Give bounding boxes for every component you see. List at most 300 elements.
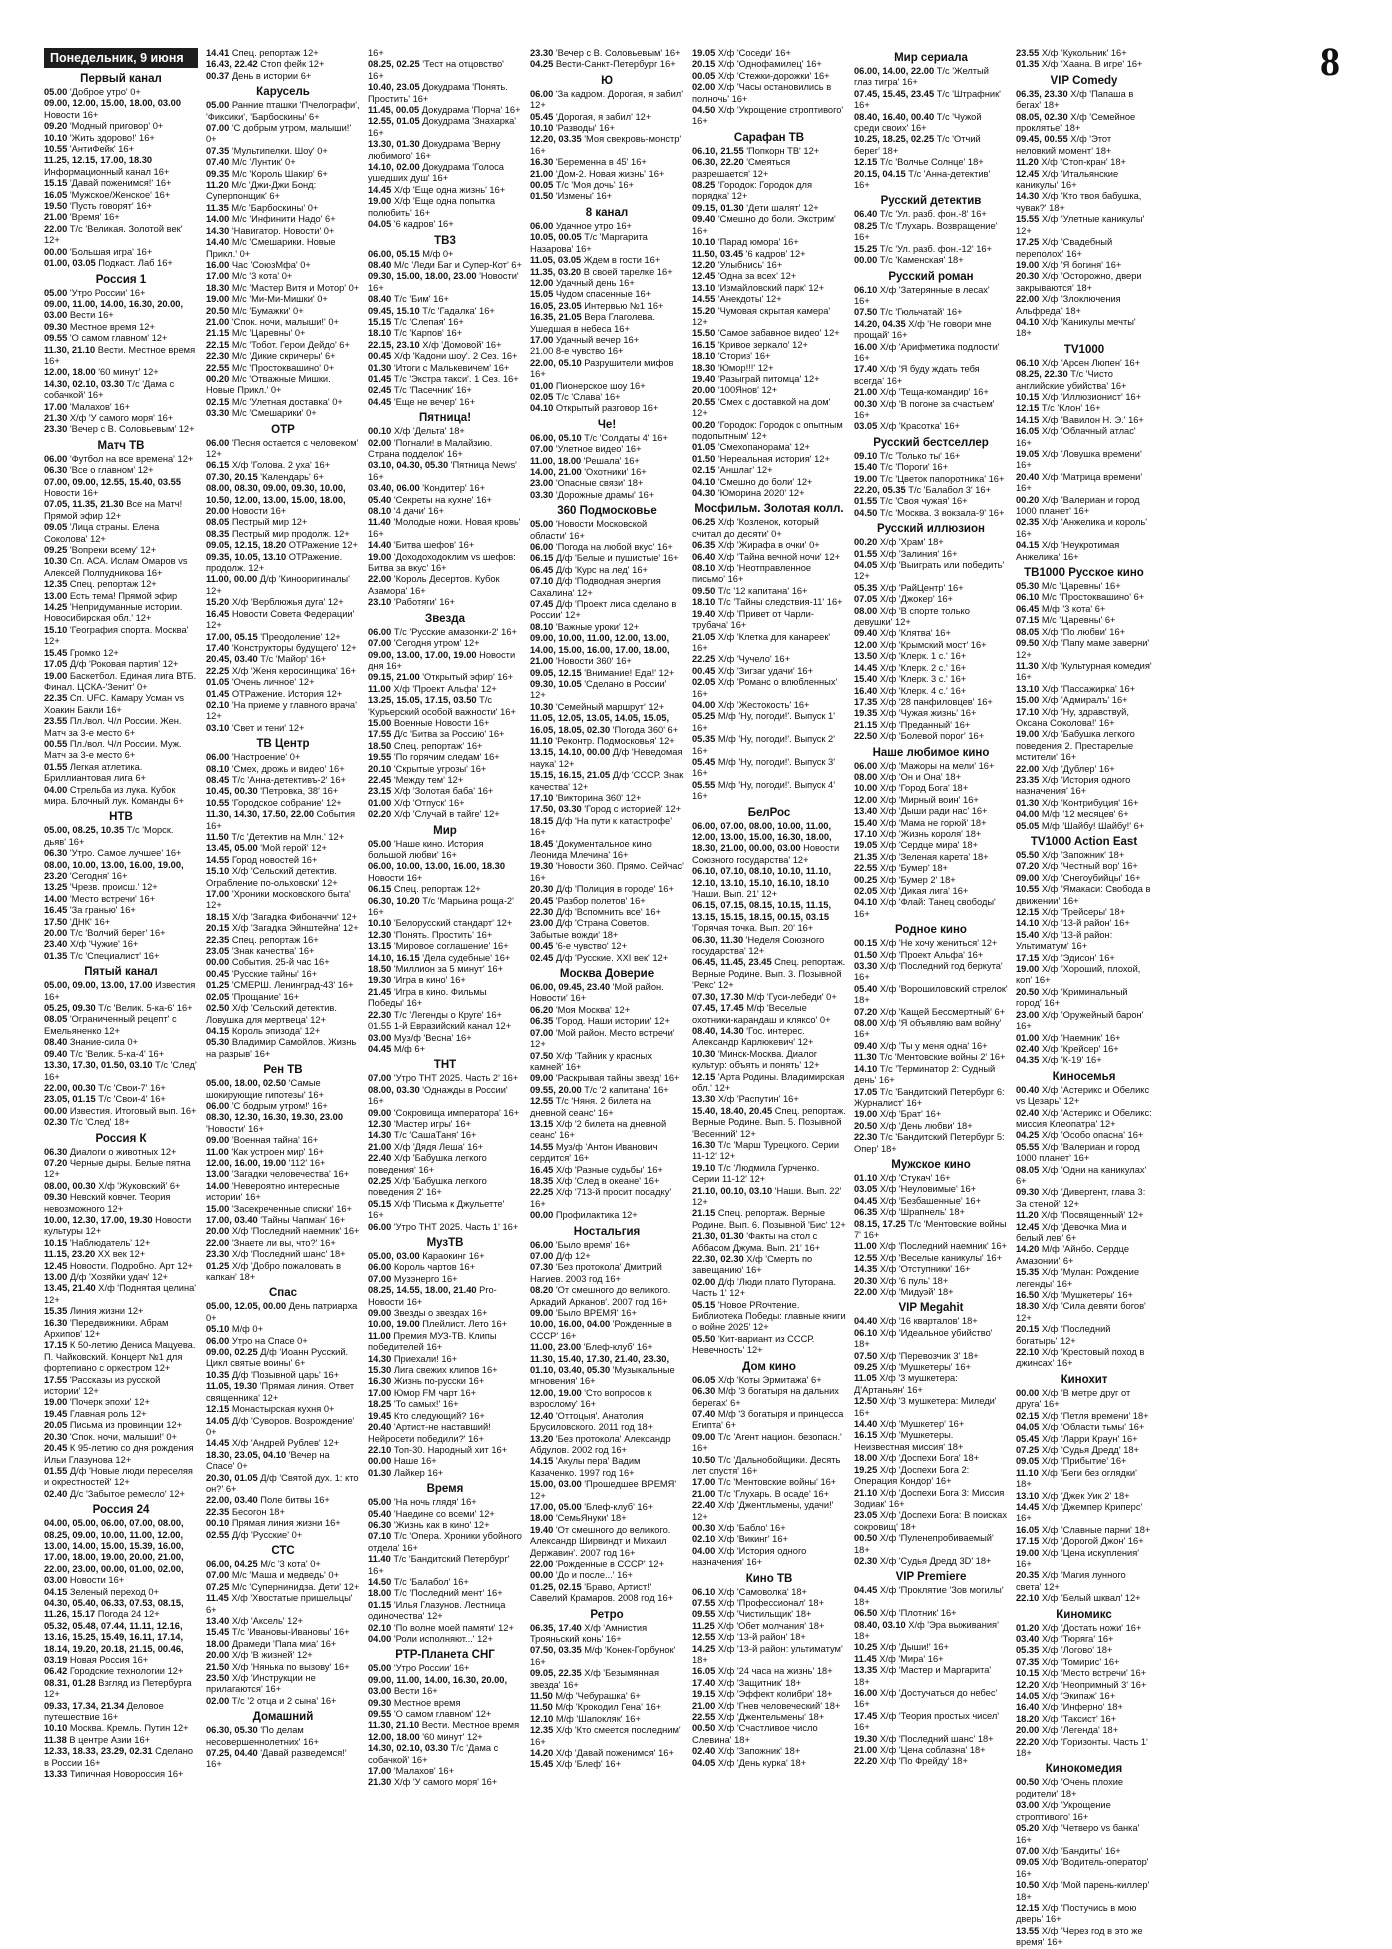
channel-block [206,737,360,1060]
channel-block [368,48,522,231]
program-entry: 12.15 Т/с 'Волчье Солнце' 18+ [854,157,984,168]
program-entry: 06.00 'Утро ТНТ 2025. Часть 1' 16+ [368,1221,519,1232]
program-entry: 03.00 Х/ф 'Укрощение строптивого' 16+ [1016,1800,1111,1822]
program-entry: 02.30 Х/ф 'Судья Дредд 3D' 18+ [854,1555,992,1566]
program-entry: 04.45 Х/ф 'Безбашенные' 16+ [854,1195,982,1206]
program-entry: 02.40 Х/ф 'Запожник' 18+ [692,1746,801,1757]
program-entry: 07.10 Д/ф 'Подводная энергия Сахалина' 12+ [530,576,661,598]
channel-block [1016,835,1152,1067]
program-entry: 04.05 Х/ф 'Выиграть или победить' 12+ [854,560,1005,582]
program-entry: 21.10 Х/ф 'Доспехи Бога 3: Миссия Зодиак' 16+ [854,1487,1005,1509]
program-entry: 06.00, 10.00, 13.00, 16.00, 18.30 Новости 16+ [368,861,505,883]
program-entry: 01.15 'Илья Глазунов. Лестница одиночества' 12+ [368,1599,506,1622]
program-entry: 19.50 'Пусть говорят' 16+ [44,201,153,212]
program-entry: 09.45, 00.55 Х/ф 'Этот неловкий момент' 18+ [1016,134,1112,156]
channel-title: СТС [271,1544,295,1557]
program-entry: 05.00, 08.25, 10.35 Т/с 'Морск. дьяв' 16+ [44,825,174,847]
program-entry: 08.00, 10.00, 13.00, 16.00, 19.00, 23.20 'Сегодня' 16+ [44,859,184,881]
program-entry: 10.25, 18.25, 02.25 Т/с 'Отчий берег' 18+ [854,134,981,156]
program-entry: 07.20 Х/ф 'Кащей Бессмертный' 6+ [854,1006,1006,1017]
program-entry: 08.05 'Ограниченный рецепт' с Емельяненко 12+ [44,1014,177,1036]
listing-column [530,48,684,1908]
program-entry: 11.30, 21.10 Вести. Местное время [368,1720,520,1731]
program-entry: 05.00, 18.00, 02.50 'Самые шокирующие гипотезы' 16+ [206,1078,324,1100]
program-entry: 05.00 'Утро России' 16+ [44,287,146,298]
program-entry: 09.30 Х/ф 'Дивергент, глава 3: За стеной' 12+ [1016,1187,1146,1209]
program-entry: 12.35 Спец. репортаж 12+ [44,579,157,590]
program-entry: 09.35, 10.05, 13.10 ОТРажение. продолж. 12+ [206,551,343,574]
program-entry: 00.10 Прямая линия жизни 16+ [206,1518,341,1529]
program-entry: 12.15 Монастырская кухня 0+ [206,1404,335,1415]
program-entry: 00.30 Х/ф 'Бабло' 16+ [692,1522,786,1533]
program-entry: 00.00 Профилактика 12+ [530,1210,638,1221]
program-entry: 23.05 'Знак качества' 16+ [206,946,315,957]
program-entry: 00.45 '6-е чувство' 12+ [530,941,628,952]
channel-block [530,48,684,71]
program-entry: 19.00 Х/ф 'Бабушка легкого поведения 2. Престарелые мстители' 16+ [1016,729,1135,763]
program-entry: 22.00, 00.30 Т/с 'Свои-7' 16+ [44,1082,166,1093]
program-entry: 11.50 Т/с 'Детектив на Млн.' 12+ [206,832,345,842]
program-entry: 04.00 Стрельба из лука. Кубок мира. Блочный лук. Команды 6+ [44,784,184,806]
program-entry: 11.38 В центре Азии 16+ [44,1734,151,1745]
program-entry: 08.25, 02.25 'Тест на отцовство' 16+ [368,59,504,81]
program-entry: 07.25, 04.40 'Давай разведемся!' 16+ [206,1748,347,1770]
channel-title: Киносемья [1052,1070,1116,1083]
program-entry: 04.45 'Еще не вечер' 16+ [368,396,476,407]
program-entry: 09.00, 13.00, 17.00, 19.00 Новости дня 16+ [368,649,516,671]
program-entry: 06.30 'Утро. Самое лучшее' 16+ [44,848,182,859]
program-entry: 22.00, 05.10 Разрушители мифов 16+ [530,357,674,380]
program-entry: 20.50 Х/ф 'День любви' 18+ [854,1120,973,1131]
program-entry: 17.05 Т/с 'Бандитский Петербург 6: Журналист' 16+ [854,1086,1005,1108]
program-entry: 16.30 'Беременна в 45' 16+ [530,157,647,168]
program-entry: 15.50 'Самое забавное видео' 12+ [692,328,840,339]
program-entry: 12.00 Х/ф 'Крымский мост' 16+ [854,639,987,650]
program-entry: 05.00, 12.05, 00.00 День патриарха 0+ [206,1301,358,1323]
program-entry: 14.30 Х/ф 'Кто твоя бабушка, чувак?' 18+ [1016,191,1142,213]
channel-block [206,1286,360,1541]
program-entry: 02.20 Х/ф 'Случай в тайге' 12+ [368,809,500,820]
program-entry: 08.05 Пестрый мир 12+ [206,517,308,528]
channel-title: Россия 1 [95,273,147,286]
program-entry: 10.10 'Жить здорово!' 16+ [44,132,155,143]
program-entry: 14.30 'Навигатор. Новости' 0+ [206,225,335,236]
program-entry: 07.00 'С добрым утром, малыши!' 0+ [206,123,352,145]
program-entry: 04.15 Х/ф 'Неукротимая Анжелика' 16+ [1016,540,1120,562]
program-entry: 19.40 'От смешного до великого. Александр Ширвиндт и Михаил Державин'. 2007 год 16+ [530,1524,671,1558]
program-entry: 14.10 Х/ф '13-й район' 16+ [1016,918,1130,929]
program-entry: 11.10 'Реконтр. Подмосковья' 12+ [530,735,675,746]
channel-block [854,746,1008,921]
channel-title: VIP Comedy [1050,74,1118,87]
program-entry: 11.45 Х/ф 'Хвостатые пришельцы' 6+ [206,1593,353,1615]
channel-block [854,194,1008,266]
program-entry: 00.20 Х/ф 'Валериан и город 1000 планет' 16+ [1016,494,1140,517]
program-entry: 17.00, 05.15 'Преодоление' 12+ [206,631,341,642]
program-entry: 22.00 Т/с 'Великая. Золотой век' 12+ [44,223,183,246]
program-entry: 04.25 Х/ф 'Особо опасна' 16+ [1016,1130,1144,1141]
program-entry: 22.55 Х/ф 'Джентельмены' 18+ [692,1712,825,1723]
program-entry: 08.25 'Городок: Городок для порядка' 12+ [692,180,813,202]
program-entry: 08.31, 01.28 Взгляд из Петербурга 12+ [44,1677,192,1700]
program-entry: 10.00, 16.00, 04.00 'Рожденные в СССР' 16+ [530,1319,672,1341]
channel-title: Мир [433,824,457,837]
program-entry: 17.40 Х/ф 'Защитник' 18+ [692,1677,802,1688]
program-entry: 06.10 М/с 'Простоквашино' 6+ [1016,592,1145,603]
channel-title: Спас [268,1287,298,1300]
channel-block [206,423,360,735]
program-entry: 22.30 Д/ф 'Вспомнить все' 16+ [530,907,661,918]
program-entry: 03.00 Муз/ф 'Весна' 16+ [368,1032,472,1043]
program-entry: 16.45 Новости Совета Федерации' 12+ [206,608,355,631]
program-entry: 05.45 'Дорогая, я забил' 12+ [530,111,652,122]
channel-title: TV1000 [1063,343,1105,356]
program-entry: 12.30 'Мастер игры' 16+ [368,1118,471,1129]
program-entry: 02.15 'Аншлаг' 12+ [692,465,773,476]
program-entry: 19.40 'Разыграй питомца' 12+ [692,373,820,384]
channel-title: Русский детектив [880,195,982,208]
program-entry: 06.00 'Погода на любой вкус' 16+ [530,542,673,553]
program-entry: 02.00 'Погнали! в Малайзию. Страна подделок' 16+ [368,437,493,459]
program-entry: 07.15 М/с 'Царевны' 6+ [1016,615,1116,626]
program-entry: 17.55 Д/с 'Битва за Россию' 16+ [368,729,505,740]
program-entry: 02.45 Д/ф 'Русские. XXI век' 12+ [530,952,669,963]
program-entry: 02.10 Х/ф 'Викинг' 16+ [692,1534,788,1545]
program-entry: 06.00 'Настроение' 0+ [206,752,301,763]
channel-block [1016,1373,1152,1605]
channel-block [530,1608,684,1771]
channel-block [530,1225,684,1605]
channel-block [44,1503,198,1780]
program-entry: 19.30 'Новости 360. Прямо. Сейчас' 16+ [530,861,684,883]
program-entry: 00.50 Х/ф 'Пуленепробиваемый' 18+ [854,1533,994,1555]
program-entry: 02.00 Т/с '2 отца и 2 сына' 16+ [206,1695,337,1706]
program-entry: 06.15 Д/ф 'Белые и пушистые' 16+ [530,553,679,564]
program-entry: 18.35 Х/ф 'След в океане' 16+ [530,1175,660,1186]
program-entry: 22.55 М/с 'Простоквашино' 0+ [206,362,335,373]
program-entry: 09.25 Х/ф 'Мушкетеры' 16+ [854,1362,971,1373]
program-entry: 03.05 Х/ф 'Красотка' 16+ [854,421,960,432]
program-entry: 07.50 Х/ф 'Тайник у красных камней' 16+ [530,1050,652,1072]
program-entry: 11.50, 03.45 '6 кадров' 12+ [692,248,806,259]
program-entry: 14.55 Муз/ф 'Антон Иванович сердится' 16+ [530,1141,658,1164]
program-entry: 22.30 Т/с 'Бандитский Петербург 5: Опер' 18+ [854,1132,1005,1154]
program-entry: 19.05 Х/ф 'Сердце мира' 18+ [854,840,978,851]
channel-block [692,48,846,128]
program-entry: 06.45, 11.45, 23.45 Спец. репортаж. Верные Родине. Вып. 3. Позывной 'Рекс' 12+ [692,957,846,991]
program-entry: 14.40 Х/ф 'Мушкетер' 16+ [854,1419,965,1430]
program-entry: 05.35 Х/ф 'Логово' 18+ [1016,1645,1113,1656]
program-entry: 01.25, 02.15 'Браво, Артист!' Савелий Крамаров. 2008 год 16+ [530,1581,674,1604]
channel-title: Русский иллюзион [877,523,985,536]
program-entry: 04.25 Вести-Санкт-Петербург 16+ [530,59,676,70]
channel-block [206,1063,360,1283]
program-entry: 20.40 Х/ф 'Матрица времени' 16+ [1016,471,1143,494]
program-entry: 20.15 Х/ф 'Загадка Эйнштейна' 12+ [206,923,359,934]
program-entry: 07.45, 17.45 М/ф 'Веселые охотники-карандаш и кляксо' 0+ [692,1003,831,1025]
program-entry: 06.35 Х/ф 'Шрапнель' 18+ [854,1207,965,1218]
program-entry: 01.55 Т/с 'Своя чужая' 16+ [854,496,968,507]
program-entry: 15.45 Т/с 'Ивановы-Ивановы' 16+ [206,1627,350,1638]
program-entry: 05.40 Х/ф 'Ворошиловский стрелок' 18+ [854,983,1008,1006]
program-entry: 23.00 Д/ф 'Страна Советов. Забытые вожди' 18+ [530,918,650,940]
program-entry: 12.45 Х/ф 'Девочка Миа и белый лев' 6+ [1016,1221,1127,1243]
program-entry: 17.15 Х/ф 'Дорогой Джон' 16+ [1016,1536,1144,1547]
program-entry: 05.00 'Новости Московской области' 16+ [530,519,648,541]
program-entry: 08.40, 14.30 'Гос. интерес. Александр Карлюкевич' 12+ [692,1025,814,1048]
program-entry: 06.15 Х/ф 'Голова. 2 уха' 16+ [206,460,331,471]
program-entry: 12.30 'Понять. Простить' 16+ [368,929,493,940]
program-entry: 05.10 М/ф 0+ [206,1324,264,1335]
program-entry: 15.35 Линия жизни 12+ [44,1306,144,1317]
channel-block [206,1544,360,1707]
program-entry: 11.30 Х/ф 'Культурная комедия' 16+ [1016,660,1152,683]
program-entry: 18.00 Драмеди 'Папа миа' 16+ [206,1638,337,1649]
program-entry: 13.55 Х/ф 'Через год в это же время' 16+ [1016,1925,1143,1948]
program-entry: 00.05 Т/с 'Моя дочь' 16+ [530,180,634,191]
program-entry: 04.05 Х/ф 'Области тьмы' 16+ [1016,1422,1145,1433]
program-entry: 12.55 Х/ф 'Веселые каникулы' 16+ [854,1252,1003,1263]
program-entry: 02.05 Т/с 'Слава' 16+ [530,391,621,402]
program-entry: 21.00 Х/ф 'Дядя Леша' 16+ [368,1141,484,1152]
program-entry: 09.05, 12.15 'Внимание! Еда!' 12+ [530,667,675,678]
program-entry: 19.05 Х/ф 'Соседи' 16+ [692,48,791,58]
program-entry: 19.00 Т/с 'Цветок папоротника' 16+ [854,473,1005,484]
program-entry: 00.05 Х/ф 'Стежки-дорожки' 16+ [692,70,830,81]
program-entry: 11.45, 00.05 Докудрама 'Порча' 16+ [368,105,521,116]
program-entry: 22.30 М/с 'Дикие скричеры' 6+ [206,351,336,362]
program-entry: 14.00 'Место встречи' 16+ [44,893,156,904]
program-entry: 10.10 Москва. Кремль. Путин 12+ [44,1723,189,1734]
program-entry: 13.40 Х/ф 'Дыши ради нас' 16+ [854,806,988,817]
program-entry: 06.00 Утро на Спасе 0+ [206,1335,308,1346]
program-entry: 17.10 Х/ф 'Жизнь короля' 18+ [854,828,982,839]
program-entry: 22.10 Х/ф 'Крестовый поход в джинсах' 16+ [1016,1347,1145,1369]
program-entry: 07.00 'Мой район. Место встречи' 12+ [530,1027,675,1050]
program-entry: 15.55 Х/ф 'Улетные каникулы' 12+ [1016,214,1145,236]
program-entry: 17.00 'Малахов' 16+ [368,1766,455,1777]
program-entry: 07.30 'Без протокола' Дмитрий Нагиев. 2003 год 16+ [530,1262,662,1284]
program-entry: 01.55 Легкая атлетика. Бриллиантовая лига 6+ [44,761,146,784]
channel-title: Рен ТВ [263,1064,303,1077]
day-banner: Понедельник, 9 июня [44,48,198,68]
program-entry: 05.20 Х/ф 'Четверо vs банка' 16+ [1016,1823,1140,1845]
program-entry: 06.30 Диалоги о животных 12+ [44,1146,177,1157]
program-entry: 16.40 Х/ф 'Инферно' 18+ [1016,1702,1123,1713]
program-entry: 21.15 Спец. репортаж. Верные Родине. Вып. 6. Позывной 'Бис' 12+ [692,1208,846,1230]
program-entry: 10.10 'Белорусский стандарт' 12+ [368,918,513,929]
channel-title: Россия 24 [92,1504,150,1517]
program-entry: 16.15 'Кривое зеркало' 12+ [692,339,808,350]
program-entry: 13.25 'Чрезв. происш.' 12+ [44,882,158,893]
program-entry: 11.35 М/с 'Барбоскины' 0+ [206,202,319,213]
program-entry: 16.30 Т/с 'Марш Турецкого. Серии 11-12' 12+ [692,1139,840,1162]
program-entry: 02.15 М/с 'Улетная доставка' 0+ [206,396,343,407]
program-entry: 23.55 Х/ф 'Кукольник' 16+ [1016,48,1127,58]
channel-title: Мосфильм. Золотая колл. [694,503,844,516]
program-entry: 13.33 Типичная Новороссия 16+ [44,1769,184,1780]
program-entry: 09.00, 11.00, 14.00, 16.30, 20.00, 03.00 Вести 16+ [44,298,184,321]
program-entry: 07.45, 15.45, 23.45 Т/с 'Штрафник' 16+ [854,88,1001,111]
program-entry: 05.25, 09.30 Т/с 'Велик. 5-ка-6' 16+ [44,1003,193,1014]
channel-block [44,1132,198,1501]
program-entry: 15.35 Х/ф 'Мулан: Рождение легенды' 16+ [1016,1267,1139,1289]
channel-title: ТВ1000 Русское кино [1024,567,1144,580]
program-entry: 01.35 Т/с 'Специалист' 16+ [44,950,160,961]
program-entry: 09.05, 12.15, 18.20 ОТРажение 12+ [206,540,358,551]
tv-listing-page [44,39,1340,1948]
program-entry: 00.50 Х/ф 'Очень плохие родители' 18+ [1016,1777,1124,1799]
program-entry: 05.15 Х/ф 'Письма к Джульетте' 16+ [368,1198,505,1221]
program-entry: 11.05, 12.05, 13.05, 14.05, 15.05, 16.05, 18.05, 02.30 'Погода 360' 6+ [530,713,679,735]
program-entry: 16.30 Жизнь по-русски 16+ [368,1376,485,1387]
program-entry: 09.00, 12.00, 15.00, 18.00, 03.00 Новости 16+ [44,98,181,120]
program-entry: 07.05 Х/ф 'Джокер' 16+ [854,594,953,605]
program-entry: 06.25 Х/ф 'Козленок, который считал до десяти' 0+ [692,517,819,539]
program-entry: 04.10 Х/ф 'Каникулы мечты' 18+ [1016,316,1136,339]
program-entry: 22.50 Х/ф 'Болевой порог' 16+ [854,731,985,742]
program-entry: 06.40 Х/ф 'Тайна вечной ночи' 12+ [692,551,841,562]
program-entry: 21.30, 01.30 'Факты на стол с Аббасом Джума. Вып. 21' 16+ [692,1231,821,1253]
program-entry: 16.05 Х/ф 'Славные парни' 18+ [1016,1524,1151,1535]
program-entry: 07.55 Х/ф 'Профессионал' 18+ [692,1598,825,1608]
program-entry: 02.00 Х/ф 'Часы остановились в полночь' 16+ [692,82,832,104]
program-entry: 14.40 'Битва шефов' 16+ [368,540,475,551]
program-entry: 21.00 'Спок. ночи, малыши!' 0+ [206,316,339,327]
program-entry: 22.30 Т/с 'Легенды о Круге' 16+ [368,1009,502,1020]
program-entry: 06.00 Х/ф 'Мажоры на мели' 16+ [854,760,995,771]
channel-title: Россия К [95,1132,147,1145]
listing-columns [44,48,1340,1948]
program-entry: 11.25, 12.15, 17.00, 18.30 Информационный канал 16+ [44,155,170,177]
channel-block [368,1482,522,1645]
channel-block [1016,566,1152,832]
program-entry: 15.45 Х/ф 'Блеф' 16+ [530,1759,622,1770]
program-entry: 11.05 Х/ф '3 мушкетера: Д'Артаньян' 16+ [854,1373,958,1395]
program-entry: 07.25 Х/ф 'Судья Дредд' 18+ [1016,1444,1139,1455]
program-entry: 05.55 Х/ф 'Валериан и город 1000 планет' 16+ [1016,1141,1140,1164]
program-entry: 02.40 Х/ф 'Крейсер' 16+ [1016,1043,1119,1054]
program-entry: 09.00 'Военная тайна' 16+ [206,1135,319,1146]
program-entry: 09.55, 20.00 Т/с '2 капитана' 16+ [530,1084,669,1095]
program-entry: 00.45 Х/ф 'Зигзаг удачи' 16+ [692,665,814,676]
program-entry: 12.00, 18.00 '60 минут' 12+ [44,367,159,378]
program-entry: 01.00 Х/ф 'Наемник' 16+ [1016,1032,1121,1043]
channel-title: РТР-Планета СНГ [395,1649,495,1662]
program-entry: 23.00 Х/ф 'Оружейный барон' 16+ [1016,1009,1144,1032]
program-entry: 16.40 Х/ф 'Клерк. 4 с.' 16+ [854,685,967,696]
program-entry: 11.00 Премия МУЗ-ТВ. Клипы победителей 16+ [368,1330,497,1353]
program-entry: 01.50 'Измены' 16+ [530,191,613,202]
program-entry: 18.30, 23.05, 04.10 'Вечер на Спасе' 0+ [206,1449,330,1472]
program-entry: 23.10 'Работяги' 16+ [368,597,455,608]
channel-block [530,418,684,501]
program-entry: 12.15 'Арта Родины. Владимирская обл.' 12+ [692,1071,845,1093]
program-entry: 04.50 Т/с 'Москва. 3 вокзала-9' 16+ [854,507,1005,518]
program-entry: 01.50 'Нереальная история' 12+ [692,453,830,464]
program-entry: 11.00, 00.00 Д/ф 'Кинооригиналы' 12+ [206,574,350,596]
program-entry: 14.20, 04.35 Х/ф 'Не говори мне прощай' 16+ [854,318,992,341]
program-entry: 05.00 'На ночь глядя' 16+ [368,1497,477,1508]
program-entry: 07.00 Музэнерго 16+ [368,1273,458,1284]
program-entry: 09.00 Х/ф 'Снегоубийцы' 16+ [1016,872,1141,883]
program-entry: 14.30, 02.10, 03.30 Т/с 'Дама с собачкой' 16+ [44,378,175,401]
program-entry: 12.00, 18.00 '60 минут' 12+ [368,1731,483,1742]
program-entry: 07.35 Х/ф 'Томирис' 16+ [1016,1656,1120,1667]
channel-title: Русский роман [888,270,974,283]
program-entry: 09.45, 15.10 Т/с 'Гадалка' 16+ [368,305,495,316]
program-entry: 06.35, 17.40 Х/ф 'Амнистия Трояньский конь' 16+ [530,1622,648,1644]
program-entry: 17.50, 03.30 'Город с историей' 12+ [530,804,682,815]
program-entry: 19.00 Х/ф 'Брат' 16+ [854,1109,942,1120]
program-entry: 08.20 'От смешного до великого. Аркадий Арканов'. 2007 год 16+ [530,1285,671,1307]
program-entry: 14.20 Х/ф 'Давай поженимся' 16+ [530,1748,674,1759]
program-entry: 04.05 '6 кадров' 16+ [368,219,454,230]
program-entry: 06.30 М/ф '3 богатыря на дальних берегах' 6+ [692,1386,839,1408]
program-entry: 11.00, 18.00 'Решала' 16+ [530,455,640,466]
program-entry: 05.00 'Наше кино. История большой любви' 16+ [368,838,484,860]
program-entry: 04.10 'Смешно до боли' 12+ [692,476,813,487]
program-entry: 14.10 Т/с 'Терминатор 2: Судный день' 16+ [854,1063,996,1086]
channel-title: Мужское кино [891,1158,971,1171]
program-entry: 22.20, 05.35 Т/с 'Балабол 3' 16+ [854,485,992,495]
program-entry: 09.30, 10.05 'Сделано в России' 12+ [530,678,667,701]
program-entry: 08.00, 03.30 'Однажды в России' 16+ [368,1084,508,1107]
channel-title: Пятница! [418,412,472,425]
program-entry: 12.35 Х/ф 'Кто смеется последним' 16+ [530,1725,681,1747]
program-entry: 01.55 1-й Евразийский канал 12+ [368,1021,512,1032]
program-entry: 19.30 Х/ф 'Последний шанс' 18+ [854,1733,994,1744]
program-entry: 19.00 Баскетбол. Единая лига ВТБ. Финал. ЦСКА-'Зенит' 0+ [44,670,197,692]
program-entry: 00.00 Известия. Итоговый вып. 16+ [44,1105,197,1116]
program-entry: 11.40 Т/с 'Бандитский Петербург' 16+ [368,1554,510,1576]
program-entry: 01.00 Х/ф 'Отпуск' 16+ [368,797,465,808]
program-entry: 22.00 'Знаете ли вы, что?' 16+ [206,1237,336,1248]
program-entry: 20.40 'Артист-не наставший! Нейросети победили?' 16+ [368,1422,491,1444]
channel-block [530,74,684,203]
program-entry: 15.00 Военные Новости 16+ [368,717,490,728]
program-entry: 15.25 Т/с 'Ул. разб. фон.-12' 16+ [854,243,992,254]
program-entry: 10.25 Х/ф 'Дыши!' 16+ [854,1642,949,1653]
program-entry: 18.00 'СемьЯнуки' 18+ [530,1513,627,1524]
program-entry: 07.45 Д/ф 'Проект лиса сделано в России' 12+ [530,599,677,621]
program-entry: 07.25 М/с 'Супернинидза. Дети' 12+ [206,1581,360,1592]
program-entry: 00.20 'Городок: Городок с опытным подопытным' 12+ [692,419,843,441]
program-entry: 12.00, 16.00, 19.00 '112' 16+ [206,1157,326,1168]
program-entry: 09.40 Т/с 'Велик. 5-ка-4' 16+ [44,1048,165,1059]
program-entry: 15.40 Х/ф 'Мама не горюй' 18+ [854,817,987,828]
program-entry: 09.35 М/с 'Король Шакир' 6+ [206,168,328,179]
program-entry: 21.50 Х/ф 'Нянька по вызову' 16+ [206,1661,350,1672]
program-entry: 02.30 Т/с 'След' 18+ [44,1117,130,1128]
program-entry: 00.20 М/с 'Отважные Мишки. Новые Прикл.' 0+ [206,373,331,396]
program-entry: 22.10 Топ-30. Народный хит 16+ [368,1444,508,1455]
program-entry: 00.50 Х/ф 'Счастливое число Слевина' 18+ [692,1723,818,1745]
program-entry: 07.40 М/ф '3 богатыря и принцесса Египта' 6+ [692,1408,844,1431]
channel-block [692,131,846,500]
program-entry: 22.25 Х/ф 'Женя керосинщика' 16+ [206,665,357,676]
program-entry: 18.10 Т/с 'Тайны следствия-11' 16+ [692,597,843,608]
program-entry: 06.00 'За кадром. Дорогая, я забил' 12+ [530,88,683,111]
program-entry: 02.55 Д/ф 'Русские' 0+ [206,1529,303,1540]
program-entry: 06.30, 05.30 'По делам несовершеннолетних' 16+ [206,1725,319,1747]
program-entry: 13.35 Х/ф 'Мастер и Маргарита' 18+ [854,1665,992,1687]
program-entry: 12.45 'Одна за всех' 12+ [692,271,797,282]
program-entry: 11.00, 23.00 'Блеф-клуб' 16+ [530,1342,653,1353]
program-entry: 08.00 Х/ф 'Я объявляю вам войну' 16+ [854,1018,1002,1040]
program-entry: 21.00 8-е чувство 16+ [530,346,624,357]
program-entry: 06.45 М/ф '3 кота' 6+ [1016,603,1106,614]
